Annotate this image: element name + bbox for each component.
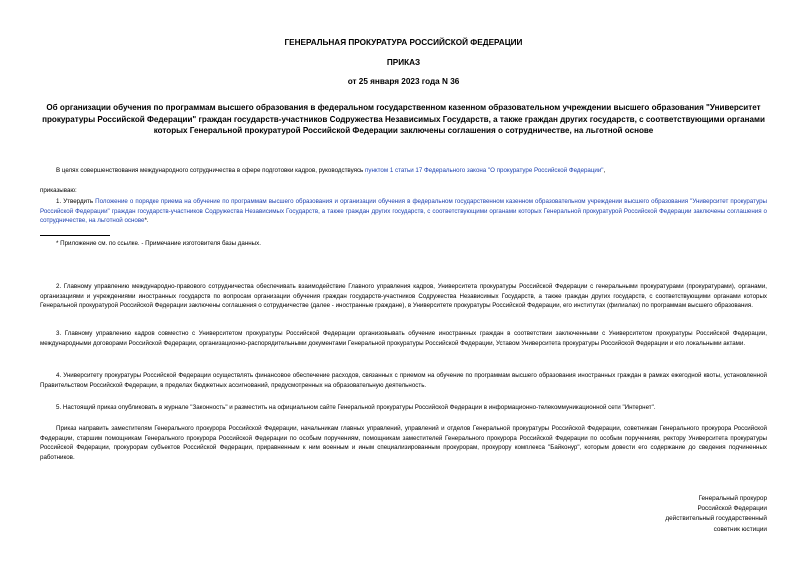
- preamble-end: ,: [603, 167, 606, 174]
- document-type: ПРИКАЗ: [386, 58, 421, 67]
- preamble-law-link[interactable]: пунктом 1 статьи 17 Федерального закона "О прокуратуре Российской Федерации": [365, 167, 604, 174]
- item-2: 2. Главному управлению международно-правового сотрудничества обеспечивать взаимодействие Главного управления кадров, Университета прокуратуры Российской Федерации с генеральными прокуратурами (прокуратурами), органами, организациями и учреждениями иностранных государств по вопросам организации обучения граждан государств-участников Содружества Независимых Государств, а также граждан других государств, с соответствующими органами которых Генеральной прокуратурой Российской Федерации заключены соглашения о сотрудничестве (далее - иностранные граждане), в Университете прокуратуры Российской Федерации, его институтах (филиалах) по программам высшего образования.: [40, 283, 767, 310]
- signature-line-4: советник юстиции: [713, 525, 767, 533]
- distribution-paragraph: Приказ направить заместителям Генерального прокурора Российской Федерации, начальникам главных управлений, управлений и отделов Генеральной прокуратуры Российской Федерации, советникам Генерального прокурора Российской Федерации, старшим помощникам Генерального прокурора Российской Федерации по особым поручениям, помощникам заместителей Генерального прокурора Российской Федерации по особым поручениям, ректору Университета прокуратуры Российской Федерации, прокурорам субъектов Российской Федерации, приравненным к ним военным и иным специализированным прокурорам, прокурору комплекса "Байконур", которым довести его содержание до сведения подчиненных работников.: [40, 425, 767, 461]
- footnote: * Приложение см. по ссылке. - Примечание изготовителя базы данных.: [56, 240, 261, 247]
- regulation-link[interactable]: Положение о порядке приема на обучение по программам высшего образования и организации обучения в федеральном государственном казенном образовательном учреждении высшего образования "Университет прокуратуры Российской Федерации" граждан государств-участников Содружества Независимых Государств, а также граждан других государств, с соответствующими органами которых Генеральной прокуратурой Российской Федерации заключены соглашения о сотрудничестве, на льготной основе: [40, 198, 767, 225]
- item-3: 3. Главному управлению кадров совместно с Университетом прокуратуры Российской Федерации организовывать обучение иностранных граждан в соответствии заключенными с Университетом прокуратуры Российской Федерации, международными договорами Российской Федерации, организационно-распорядительными документами Генеральной прокуратуры Российской Федерации, Уставом Университета прокуратуры Российской Федерации и его локальными актами.: [40, 330, 767, 347]
- order-word: приказываю:: [40, 187, 77, 194]
- item-1-prefix: 1. Утвердить: [56, 198, 96, 205]
- document-title: Об организации обучения по программам высшего образования в федеральном государственном казенном образовательном учреждении высшего образования "Университет прокуратуры Российской Федерации" граждан государств-участников Содружества Независимых Государств, а также граждан других государств, с соответствующими органами которых Генеральной прокуратурой Российской Федерации заключены соглашения о сотрудничестве, на льготной основе: [42, 103, 765, 135]
- item-1-suffix: *.: [144, 217, 149, 225]
- signature-line-1: Генеральный прокурор: [698, 495, 767, 502]
- signature-block: [567, 494, 767, 535]
- item-4: 4. Университету прокуратуры Российской Федерации осуществлять финансовое обеспечение расходов, связанных с приемом на обучение по программам высшего образования иностранных граждан в рамках ежегодной квоты, установленной Правительством Российской Федерации, в пределах бюджетных ассигнований, предусмотренных на образовательную деятельность.: [40, 372, 767, 389]
- organization-heading: ГЕНЕРАЛЬНАЯ ПРОКУРАТУРА РОССИЙСКОЙ ФЕДЕРАЦИИ: [284, 38, 523, 47]
- preamble-text: В целях совершенствования международного сотрудничества в сфере подготовки кадров, руководствуясь: [56, 167, 365, 174]
- signature-line-2: Российской Федерации: [697, 505, 767, 513]
- item-5: 5. Настоящий приказ опубликовать в журнале "Законность" и разместить на официальном сайте Генеральной прокуратуры Российской Федерации в информационно-телекоммуникационной сети "Интернет".: [56, 404, 656, 411]
- item-1: [40, 197, 767, 226]
- document-date-number: от 25 января 2023 года N 36: [347, 77, 460, 86]
- preamble: [40, 166, 767, 176]
- signature-line-3: действительный государственный: [665, 515, 767, 523]
- footnote-separator: [40, 235, 110, 236]
